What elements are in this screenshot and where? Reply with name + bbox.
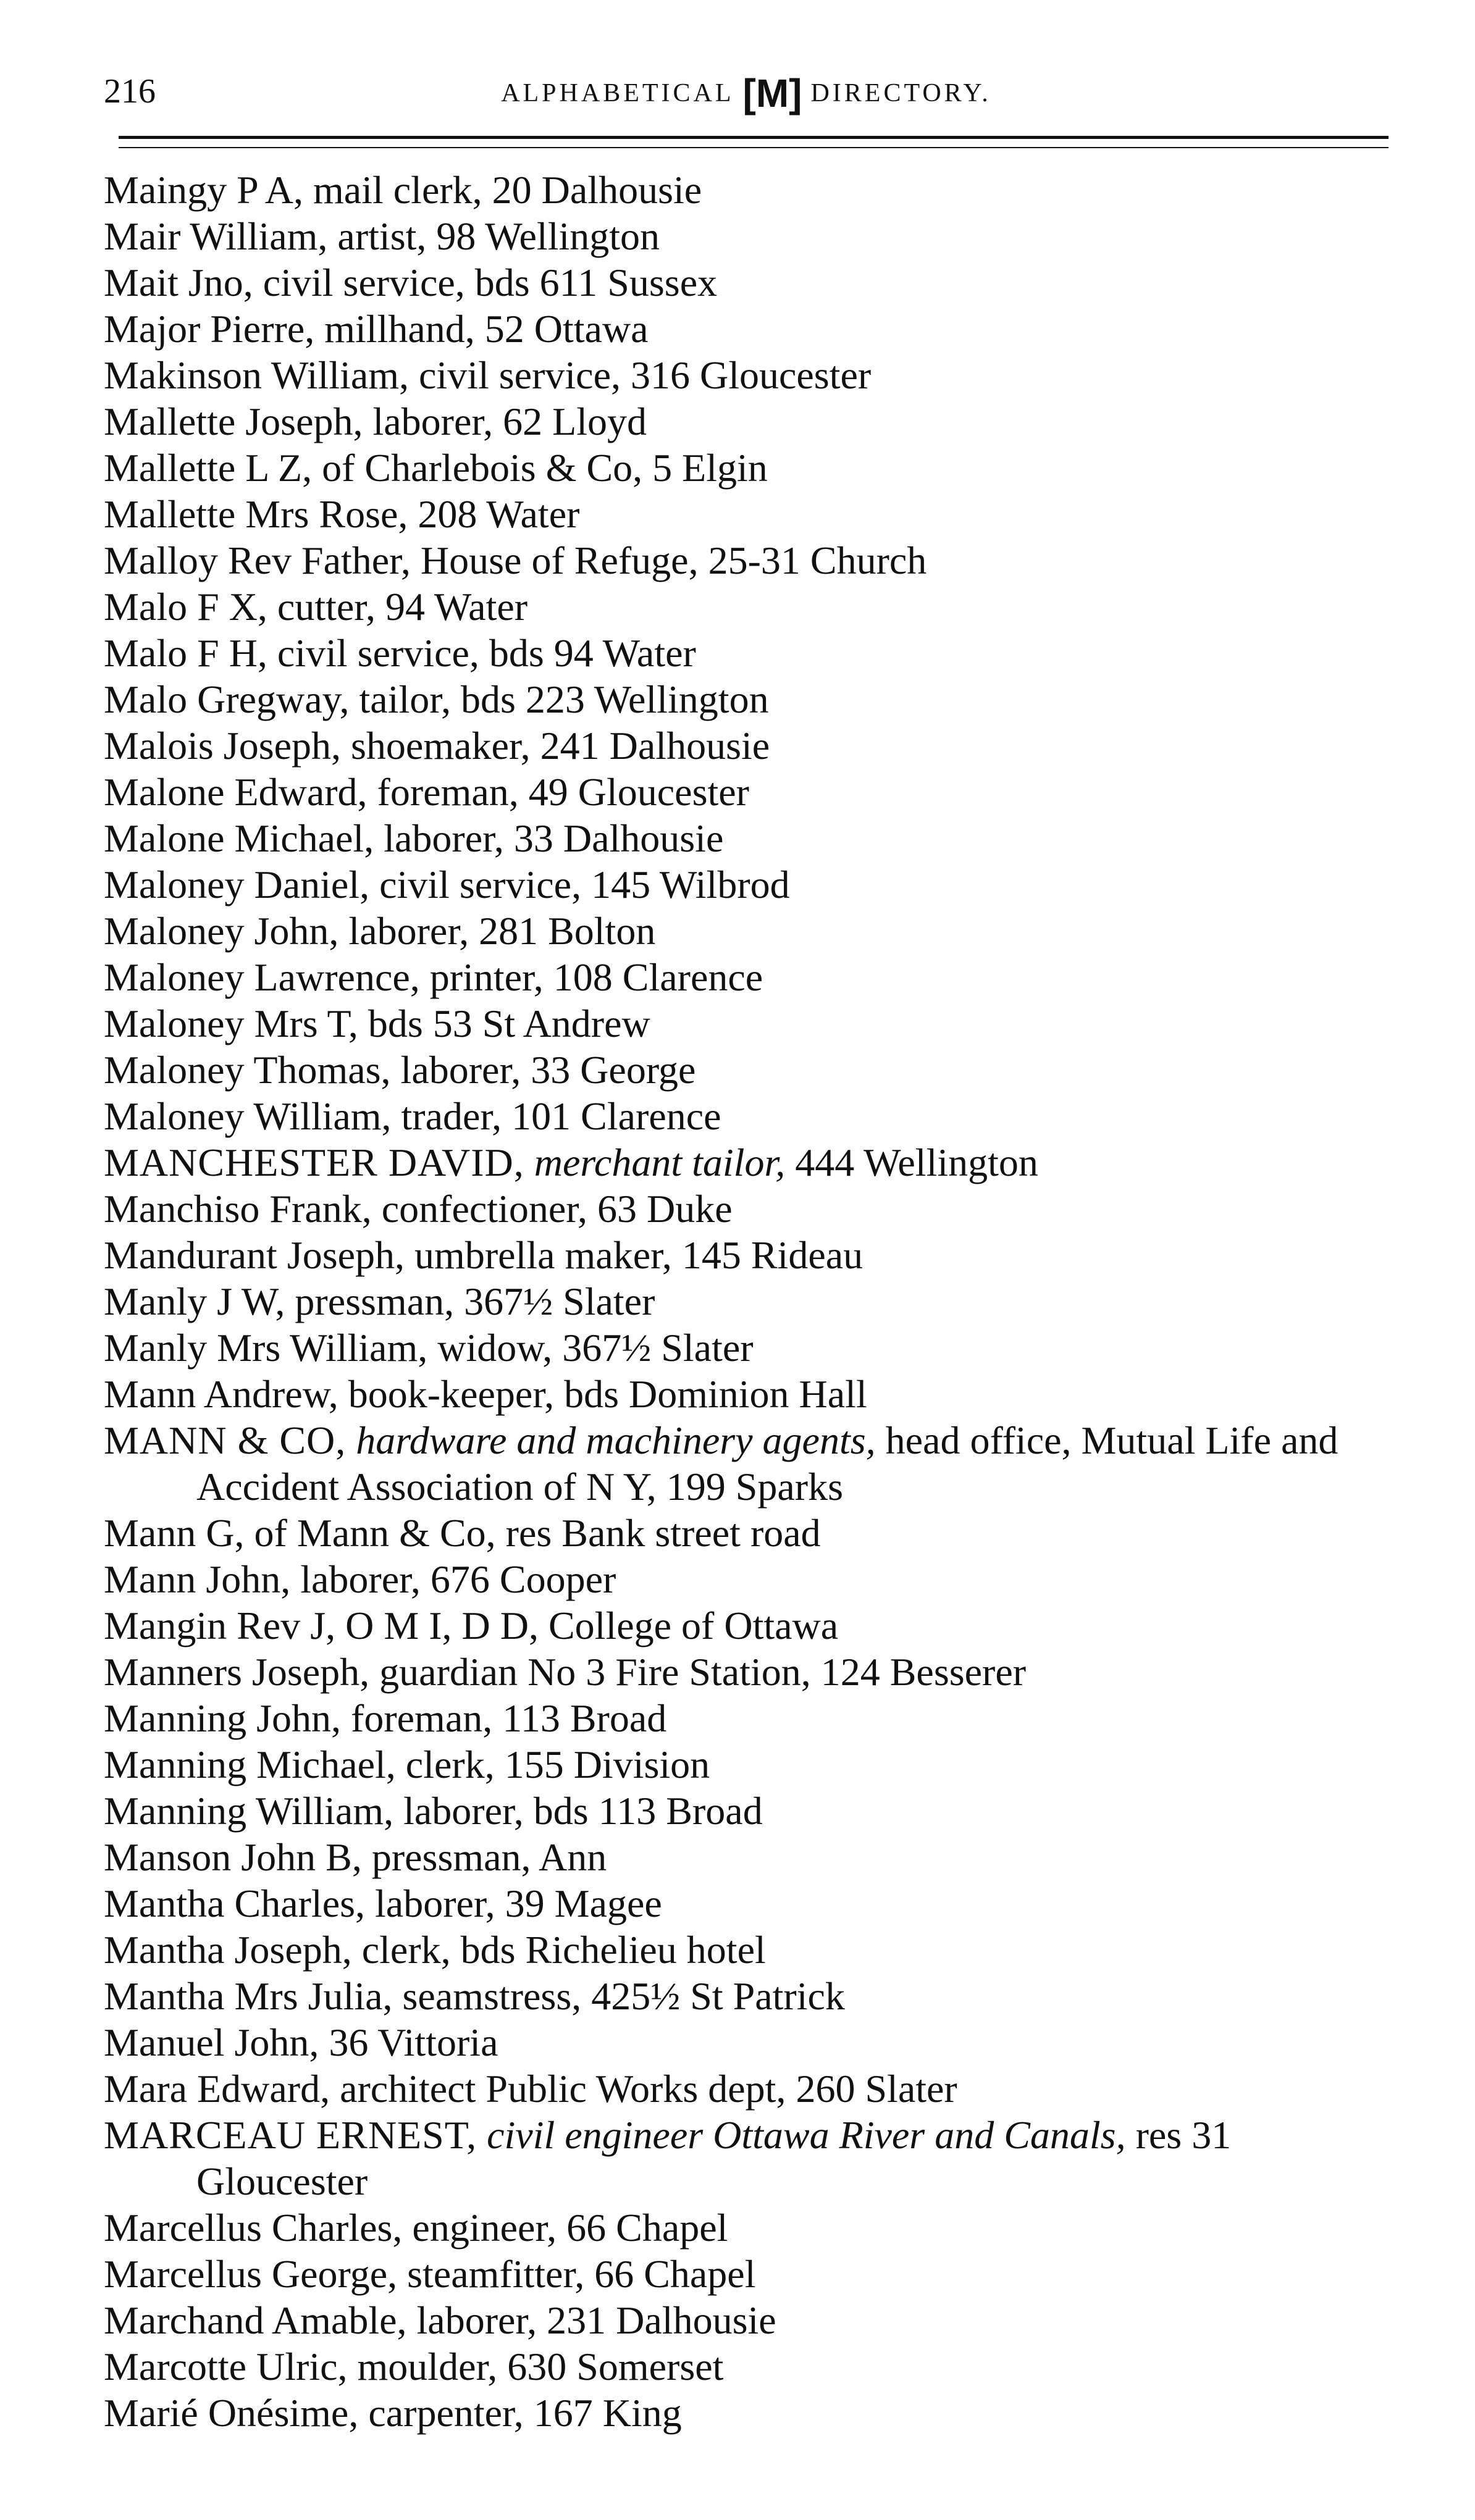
directory-entry: Mann G, of Mann & Co, res Bank street road [104,1511,821,1555]
directory-entry: Manning John, foreman, 113 Broad [104,1696,667,1740]
directory-entry: Maloney Daniel, civil service, 145 Wilbrod [104,863,790,906]
directory-entry: Manning William, laborer, bds 113 Broad [104,1789,763,1833]
directory-entry: Manson John B, pressman, Ann [104,1835,607,1879]
directory-entry: Mair William, artist, 98 Wellington [104,214,660,258]
directory-entry: Mara Edward, architect Public Works dept, 260 Slater [104,2067,957,2111]
directory-entry: Malo F X, cutter, 94 Water [104,585,528,629]
running-head-left: ALPHABETICAL [501,79,734,108]
directory-entry: Maloney Thomas, laborer, 33 George [104,1048,696,1092]
entry-name: MANN & CO, [104,1418,347,1462]
directory-entry: Malo F H, civil service, bds 94 Water [104,631,696,675]
directory-entry: Major Pierre, millhand, 52 Ottawa [104,307,649,351]
directory-entry: Mallette Joseph, laborer, 62 Lloyd [104,400,647,443]
entry-name: MANCHESTER DAVID, [104,1141,524,1184]
entry-name: MARCEAU ERNEST, [104,2113,477,2157]
running-head-right: DIRECTORY. [810,79,991,108]
directory-entry: Malone Edward, foreman, 49 Gloucester [104,770,749,814]
directory-entry: Mangin Rev J, O M I, D D, College of Ottawa [104,1604,839,1647]
entry-address: res 31 Gloucester [196,2113,1232,2203]
directory-entry: Mann Andrew, book-keeper, bds Dominion Hall [104,1372,867,1416]
directory-entry: Manuel John, 36 Vittoria [104,2020,498,2064]
directory-entry: Marié Onésime, carpenter, 167 King [104,2391,682,2435]
directory-entry: Mantha Mrs Julia, seamstress, 425½ St Patrick [104,1974,845,2018]
entry-occupation: merchant tailor, [534,1141,786,1184]
directory-entry: Mallette Mrs Rose, 208 Water [104,492,580,536]
directory-entry: Makinson William, civil service, 316 Gloucester [104,353,872,397]
directory-entry: Maloney John, laborer, 281 Bolton [104,909,656,953]
directory-entry: Marcellus George, steamfitter, 66 Chapel [104,2252,756,2296]
directory-entry: Malloy Rev Father, House of Refuge, 25-31 Church [104,538,927,582]
header-rule-thin [119,147,1389,148]
directory-entry: Manchiso Frank, confectioner, 63 Duke [104,1187,733,1231]
directory-entry [104,1417,1401,1510]
running-head [104,67,1389,118]
directory-entry [104,1139,1401,1186]
directory-entry: Manners Joseph, guardian No 3 Fire Station, 124 Besserer [104,1650,1027,1694]
directory-entry: Marcellus Charles, engineer, 66 Chapel [104,2206,728,2250]
section-letter: [M] [742,71,802,116]
directory-entry [104,2112,1401,2204]
directory-entry: Maloney William, trader, 101 Clarence [104,1094,721,1138]
directory-entry: Malone Michael, laborer, 33 Dalhousie [104,816,724,860]
directory-entry: Mann John, laborer, 676 Cooper [104,1557,616,1601]
directory-entry: Manly J W, pressman, 367½ Slater [104,1279,655,1323]
entry-occupation: civil engineer Ottawa River and Canals, [487,2113,1126,2157]
directory-entry: Manly Mrs William, widow, 367½ Slater [104,1326,754,1370]
entry-occupation: hardware and machinery agents, [356,1418,876,1462]
entry-address: head office, Mutual Life and Accident Association of N Y, 199 Sparks [196,1418,1338,1509]
directory-entry: Mandurant Joseph, umbrella maker, 145 Rideau [104,1233,864,1277]
directory-entry: Maingy P A, mail clerk, 20 Dalhousie [104,168,702,212]
directory-entries [104,167,1401,2436]
directory-entry: Mantha Joseph, clerk, bds Richelieu hotel [104,1928,766,1972]
directory-entry: Mantha Charles, laborer, 39 Magee [104,1882,662,1925]
directory-entry: Mallette L Z, of Charlebois & Co, 5 Elgin [104,446,768,490]
directory-entry: Maloney Mrs T, bds 53 St Andrew [104,1002,650,1045]
page-number: 216 [104,72,156,111]
directory-entry: Malois Joseph, shoemaker, 241 Dalhousie [104,724,770,768]
page-header [104,67,1389,116]
entry-address: 444 Wellington [795,1141,1038,1184]
directory-entry: Marchand Amable, laborer, 231 Dalhousie [104,2298,776,2342]
directory-entry: Manning Michael, clerk, 155 Division [104,1743,710,1786]
directory-entry: Maloney Lawrence, printer, 108 Clarence [104,955,763,999]
directory-entry: Marcotte Ulric, moulder, 630 Somerset [104,2345,724,2388]
header-rule-thick [119,136,1389,139]
directory-entry: Mait Jno, civil service, bds 611 Sussex [104,261,718,304]
directory-entry: Malo Gregway, tailor, bds 223 Wellington [104,677,769,721]
